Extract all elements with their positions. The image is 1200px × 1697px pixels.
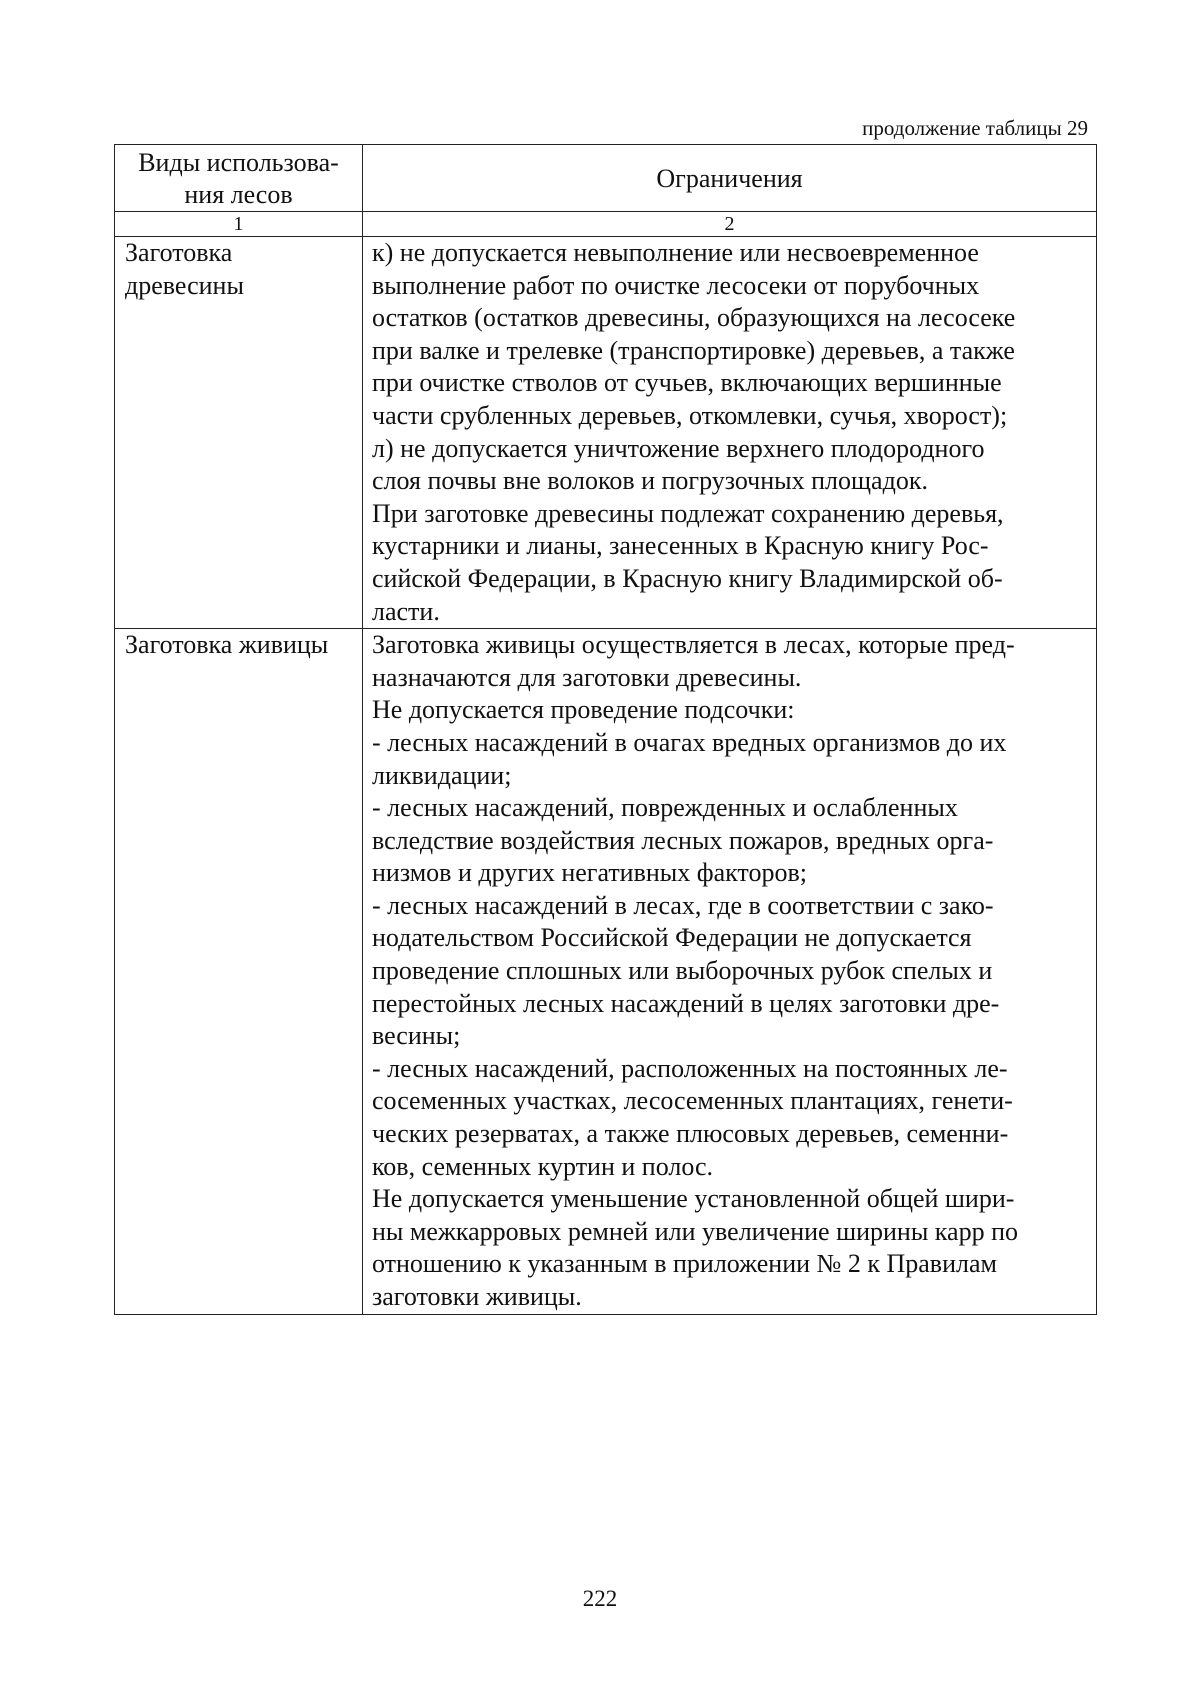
cell-line: ласти. xyxy=(372,596,440,626)
cell-line: выполнение работ по очистке лесосеки от порубочных xyxy=(372,270,980,300)
cell-line: - лесных насаждений, расположенных на постоянных ле- xyxy=(372,1053,1008,1083)
restrictions-cell xyxy=(363,237,1097,629)
column-number: 2 xyxy=(363,212,1097,237)
cell-line: слоя почвы вне волоков и погрузочных площадок. xyxy=(372,466,928,496)
forest-use-type-cell xyxy=(115,629,363,1314)
cell-line: Заготовка xyxy=(125,238,233,267)
cell-line: Не допускается уменьшение установленной общей шири- xyxy=(372,1184,1015,1214)
cell-line: при валке и трелевке (транспортировке) деревьев, а также xyxy=(372,335,1015,365)
column-number-row xyxy=(115,212,1097,237)
cell-line: Заготовка живицы xyxy=(125,630,329,660)
cell-line: отношению к указанным в приложении № 2 к Правилам xyxy=(372,1249,997,1279)
table-header-row xyxy=(115,145,1097,212)
cell-line: кустарники и лианы, занесенных в Красную книгу Рос- xyxy=(372,531,989,561)
restrictions-table xyxy=(114,144,1097,1315)
cell-line: ликвидации; xyxy=(372,760,512,790)
cell-line: ков, семенных куртин и полос. xyxy=(372,1151,714,1181)
cell-line: л) не допускается уничтожение верхнего плодородного xyxy=(372,433,985,463)
cell-line: ческих резерватах, а также плюсовых деревьев, семенни- xyxy=(372,1119,1009,1149)
cell-line: вследствие воздействия лесных пожаров, вредных орга- xyxy=(372,825,994,855)
cell-line: перестойных лесных насаждений в целях заготовки дре- xyxy=(372,988,1000,1018)
cell-line: Заготовка живицы осуществляется в лесах, которые пред- xyxy=(372,630,1015,660)
cell-line: назначаются для заготовки древесины. xyxy=(372,662,802,692)
header-restrictions-label: Ограничения xyxy=(656,164,803,193)
cell-line: ны межкарровых ремней или увеличение ширины карр по xyxy=(372,1216,1018,1246)
cell-line: древесины xyxy=(125,270,244,300)
table-row xyxy=(115,629,1097,1314)
cell-line: к) не допускается невыполнение или несвоевременное xyxy=(372,238,979,267)
cell-line: нодательством Российской Федерации не допускается xyxy=(372,923,972,953)
restrictions-cell xyxy=(363,629,1097,1314)
cell-line: Не допускается проведение подсочки: xyxy=(372,695,795,725)
page-number: 222 xyxy=(582,1586,618,1611)
cell-line: части срубленных деревьев, откомлевки, сучья, хворост); xyxy=(372,400,1008,430)
cell-line: весины; xyxy=(372,1021,461,1051)
forest-use-type-cell xyxy=(115,237,363,629)
cell-line: При заготовке древесины подлежат сохранению деревья, xyxy=(372,498,1004,528)
cell-line: заготовки живицы. xyxy=(372,1282,582,1311)
column-number: 1 xyxy=(115,212,363,237)
header-cell-restrictions xyxy=(363,145,1097,212)
cell-line: при очистке стволов от сучьев, включающих вершинные xyxy=(372,368,1002,398)
cell-line: сийской Федерации, в Красную книгу Владимирской об- xyxy=(372,563,1003,593)
cell-line: проведение сплошных или выборочных рубок спелых и xyxy=(372,956,993,986)
cell-line: - лесных насаждений, поврежденных и ослабленных xyxy=(372,793,958,823)
cell-line: низмов и других негативных факторов; xyxy=(372,858,807,888)
table-continuation-caption: продолжение таблицы 29 xyxy=(862,116,1088,140)
header-line: Виды использова- xyxy=(138,148,339,177)
table-row xyxy=(115,237,1097,629)
cell-line: - лесных насаждений в лесах, где в соответствии с зако- xyxy=(372,890,994,920)
cell-line: - лесных насаждений в очагах вредных организмов до их xyxy=(372,727,1007,757)
header-line: ния лесов xyxy=(184,180,293,209)
cell-line: сосеменных участках, лесосеменных плантациях, генети- xyxy=(372,1086,1013,1116)
cell-line: остатков (остатков древесины, образующихся на лесосеке xyxy=(372,303,1016,333)
header-cell-forest-use-types xyxy=(115,145,363,212)
